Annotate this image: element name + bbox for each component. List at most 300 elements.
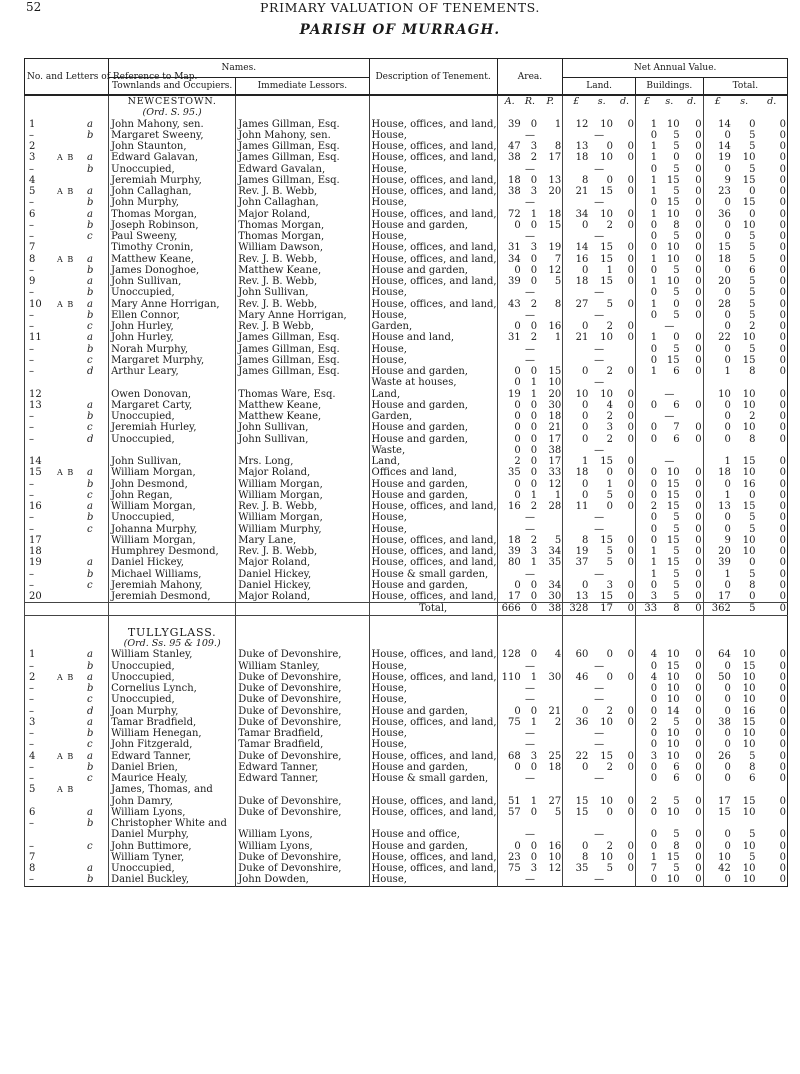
total-value-part: 0 — [779, 806, 786, 818]
reference-number: 12 — [29, 388, 42, 400]
total-value-part: 2 — [749, 321, 756, 333]
total-value-part: 10 — [742, 874, 756, 886]
buildings-value-part: 6 — [673, 761, 680, 773]
empty-cell — [563, 627, 590, 638]
occupier-name: William Morgan, — [109, 535, 236, 546]
land-value-part: 0 — [627, 219, 635, 231]
buildings-value-part: 0 — [695, 829, 702, 841]
total-value-part: 10 — [742, 806, 756, 818]
land-value-part: 0 — [627, 208, 635, 220]
empty-cell — [703, 107, 732, 118]
reference-letter: a — [87, 399, 93, 411]
map-reference — [25, 164, 87, 175]
area-part: 0 — [497, 220, 522, 231]
total-value-part: 10 — [742, 399, 756, 411]
area-part — [497, 818, 522, 829]
buildings-value-part: 6 — [673, 399, 680, 411]
map-reference — [25, 490, 87, 501]
area-part: 16 — [548, 840, 562, 852]
reference-letter: b — [87, 163, 94, 175]
reference-letter: a — [87, 208, 93, 220]
empty-cell — [563, 638, 590, 649]
empty-cell — [86, 107, 109, 118]
buildings-value-part: 15 — [666, 534, 680, 546]
table-row — [25, 829, 788, 840]
land-value-part: 19 — [563, 546, 590, 557]
tenement-description: Waste at houses, — [369, 377, 497, 388]
area-part: 39 — [497, 276, 522, 287]
empty-cell — [497, 107, 522, 118]
area-part: 19 — [548, 242, 562, 254]
lessor-name: Edward Tanner, — [236, 773, 369, 784]
area-part — [497, 784, 522, 795]
reference-letter — [86, 535, 109, 546]
occupier-name: Norah Murphy, — [109, 344, 236, 355]
reference-letter: d — [87, 366, 94, 378]
land-value-part: 1 — [606, 478, 613, 490]
occupier-name: John Desmond, — [109, 479, 236, 490]
total-value-part: 0 — [779, 660, 786, 672]
total-value-part: 0 — [779, 478, 786, 490]
buildings-value-part: 0 — [636, 344, 659, 355]
buildings-value-part: 1 — [636, 119, 659, 130]
total-value-part: 0 — [749, 208, 756, 220]
total-value-part: 10 — [742, 671, 756, 683]
occupier-name: John Buttimore, — [109, 841, 236, 852]
area-part: 34 — [548, 546, 562, 558]
total-value-part: 0 — [779, 705, 786, 717]
land-value-part: 0 — [627, 489, 635, 501]
ordnance-row — [25, 638, 788, 649]
land-value-part: 0 — [627, 534, 635, 546]
land-value-part: 37 — [563, 557, 590, 568]
reference-number: – — [29, 264, 34, 276]
reference-letter — [86, 242, 109, 253]
area-part: 2 — [554, 716, 562, 728]
tenement-description: House, offices, and land, — [369, 591, 497, 603]
total-value-part: 28 — [703, 299, 732, 310]
area-part: 38 — [548, 444, 562, 456]
occupier-name: John Regan, — [109, 490, 236, 501]
land-value-part — [563, 784, 590, 795]
total-value-part: 5 — [749, 512, 756, 524]
empty-cell — [589, 638, 614, 649]
total-value-part: 50 — [703, 672, 732, 683]
tenement-description: House, — [369, 524, 497, 535]
empty-cell — [25, 107, 87, 118]
buildings-value-part: 7 — [636, 863, 659, 874]
area-part: 10 — [548, 377, 562, 389]
reference-number: 8 — [29, 253, 36, 265]
lessor-name: Rev. J. B. Webb, — [236, 276, 369, 287]
area-part: 7 — [554, 253, 562, 265]
buildings-value-part: 0 — [695, 546, 702, 558]
buildings-value-part — [636, 818, 659, 829]
buildings-value-part: 5 — [673, 863, 680, 875]
total-value-part: 17 — [703, 796, 732, 807]
area-part: 30 — [548, 591, 562, 603]
area-part: 0 — [497, 434, 522, 445]
tenement-description: House and garden, — [369, 490, 497, 501]
tenement-description: House, offices, and land, — [369, 672, 497, 683]
reference-letter: b — [87, 683, 94, 695]
total-value-part: 0 — [779, 649, 786, 661]
tenement-description: House, — [369, 130, 497, 141]
table-row — [25, 152, 788, 163]
land-value-value: — — [563, 164, 636, 175]
land-value-value: — — [563, 739, 636, 750]
table-row — [25, 287, 788, 298]
empty-cell — [538, 107, 563, 118]
map-reference — [25, 751, 87, 762]
table-row — [25, 164, 788, 175]
table-row — [25, 762, 788, 773]
area-part: 110 — [497, 672, 522, 683]
total-value-part: 14 — [703, 141, 732, 152]
buildings-value-part: 0 — [636, 874, 659, 886]
buildings-value-part: 0 — [636, 762, 659, 773]
buildings-value-part: 0 — [695, 433, 702, 445]
area-part: 43 — [497, 299, 522, 310]
total-value-part: 0 — [703, 524, 732, 535]
total-value-part: 0 — [779, 287, 786, 299]
area-part: 3 — [530, 863, 538, 875]
total-value-part — [703, 818, 732, 829]
tenement-description: Offices and land, — [369, 467, 497, 478]
land-value-part — [563, 818, 590, 829]
total-value-part: 42 — [703, 863, 732, 874]
area-part: 0 — [530, 579, 538, 591]
occupier-name: Unoccupied, — [109, 863, 236, 874]
lessor-name: James Gillman, Esq. — [236, 355, 369, 366]
tenement-description: House, offices, and land, — [369, 717, 497, 728]
total-value-part — [732, 784, 757, 795]
lessor-name: William Morgan, — [236, 512, 369, 523]
lessor-name: William Lyons, — [236, 829, 369, 840]
buildings-value-part: 0 — [636, 524, 659, 535]
land-value-part: 18 — [563, 152, 590, 163]
buildings-value-part: 10 — [666, 728, 680, 740]
spacer-row — [25, 615, 788, 627]
empty-cell — [369, 615, 497, 627]
buildings-value-part: 2 — [636, 796, 659, 807]
land-value-value: — — [563, 661, 636, 672]
buildings-value-part: 0 — [695, 851, 702, 863]
reference-letter: b — [87, 818, 94, 830]
total-land-part: 17 — [589, 603, 614, 615]
total-total-part: 5 — [732, 603, 757, 615]
total-value-part: 0 — [779, 399, 786, 411]
money-unit: s. — [597, 96, 606, 108]
occupier-name: James Donoghoe, — [109, 265, 236, 276]
occupier-name: William Stanley, — [109, 649, 236, 660]
lessor-name: James Gillman, Esq. — [236, 175, 369, 186]
buildings-value-part: 1 — [636, 852, 659, 863]
total-value-part: 0 — [703, 422, 732, 433]
empty-cell — [732, 107, 757, 118]
area-unit: A. — [497, 95, 522, 107]
area-part: 16 — [548, 321, 562, 333]
map-reference — [25, 557, 87, 568]
buildings-value-part: 5 — [673, 309, 680, 321]
lessor-name — [236, 818, 369, 829]
reference-number: 20 — [29, 591, 42, 603]
land-value-value: — — [563, 355, 636, 366]
buildings-value-part: 0 — [673, 152, 680, 164]
land-value-part: 10 — [563, 389, 590, 400]
area-part: 0 — [497, 411, 522, 422]
buildings-value-part: 5 — [673, 546, 680, 558]
total-value-part: 0 — [779, 829, 786, 841]
total-row — [25, 603, 788, 615]
tenement-description: Garden, — [369, 321, 497, 332]
tenement-description: House and garden, — [369, 422, 497, 433]
tenement-description: House, offices, and land, — [369, 152, 497, 163]
total-value-part: 0 — [779, 388, 786, 400]
table-row — [25, 524, 788, 535]
occupier-name: Johanna Murphy, — [109, 524, 236, 535]
area-part: 0 — [497, 706, 522, 717]
total-value-part: 0 — [703, 479, 732, 490]
map-reference — [25, 672, 87, 683]
empty-cell — [636, 638, 659, 649]
area-part: 13 — [548, 174, 562, 186]
reference-number: 2 — [29, 141, 36, 153]
total-value-part: 0 — [703, 841, 732, 852]
reference-letter: c — [87, 489, 93, 501]
total-value-part: 38 — [703, 717, 732, 728]
reference-number: – — [29, 197, 34, 209]
total-value-part: 5 — [749, 141, 756, 153]
reference-letter: c — [87, 422, 93, 434]
land-value-part: 0 — [627, 276, 635, 288]
reference-letter: b — [87, 197, 94, 209]
total-value-part: 0 — [779, 276, 786, 288]
buildings-value-part: 0 — [695, 208, 702, 220]
total-value-part: 9 — [703, 535, 732, 546]
reference-number: – — [29, 728, 34, 740]
buildings-value-part: 5 — [673, 343, 680, 355]
tenement-description: Land, — [369, 389, 497, 400]
total-value-part: 0 — [779, 489, 786, 501]
area-part: 0 — [497, 580, 522, 591]
area-part: 39 — [497, 546, 522, 557]
tenement-description: House, offices, and land, — [369, 863, 497, 874]
lessor-name: Daniel Hickey, — [236, 569, 369, 580]
buildings-value-part: 5 — [673, 795, 680, 807]
lessor-name: Daniel Hickey, — [236, 580, 369, 591]
empty-cell — [369, 638, 497, 649]
land-value-part: 10 — [600, 152, 613, 164]
land-value-part: 0 — [627, 366, 635, 378]
empty-cell — [756, 615, 787, 627]
total-value-part: 36 — [703, 209, 732, 220]
map-reference — [25, 717, 87, 728]
area-part: 3 — [530, 546, 538, 558]
reference-letter: c — [87, 321, 93, 333]
reference-number: – — [29, 489, 34, 501]
lessor-name: James Gillman, Esq. — [236, 141, 369, 152]
table-row — [25, 591, 788, 603]
tenement-description: Waste, — [369, 445, 497, 456]
total-land-part: 0 — [614, 603, 636, 615]
land-value-part: 10 — [600, 851, 613, 863]
total-value-part: 6 — [749, 773, 756, 785]
tenement-description: House, offices, and land, — [369, 649, 497, 660]
table-row — [25, 706, 788, 717]
reference-subdivision: A B — [57, 468, 75, 478]
tenement-description: House, offices, and land, — [369, 557, 497, 568]
land-value-part: 5 — [606, 298, 613, 310]
empty-cell — [732, 638, 757, 649]
land-value-part: 1 — [606, 264, 613, 276]
table-row — [25, 467, 788, 478]
map-reference — [25, 841, 87, 852]
land-value-part: 0 — [627, 388, 635, 400]
reference-number: 18 — [29, 546, 42, 558]
buildings-value-part: 0 — [636, 706, 659, 717]
reference-number: – — [29, 739, 34, 751]
land-value-value: — — [563, 287, 636, 298]
empty-cell — [614, 638, 636, 649]
header-land: Land. — [563, 78, 636, 96]
occupier-name: William Lyons, — [109, 807, 236, 818]
map-reference — [25, 535, 87, 546]
map-reference — [25, 784, 87, 795]
map-reference — [25, 332, 87, 343]
tenement-description: House and garden, — [369, 706, 497, 717]
land-value-part: 35 — [563, 863, 590, 874]
buildings-value-part: 0 — [636, 580, 659, 591]
total-value-part: 10 — [742, 694, 756, 706]
map-reference — [25, 694, 87, 705]
occupier-name: William Henegan, — [109, 728, 236, 739]
buildings-value-part: 3 — [636, 591, 659, 603]
total-value-part: 0 — [779, 456, 786, 468]
area-part: 0 — [530, 478, 538, 490]
reference-number: – — [29, 366, 34, 378]
land-value-part: 0 — [627, 716, 635, 728]
lessor-name: Major Roland, — [236, 591, 369, 603]
reference-number: – — [29, 512, 34, 524]
lessor-name: Edward Tanner, — [236, 762, 369, 773]
buildings-value-part: 0 — [636, 661, 659, 672]
land-value-part: 0 — [627, 242, 635, 254]
reference-letter: a — [87, 863, 93, 875]
buildings-value-part: 0 — [695, 534, 702, 546]
reference-number: – — [29, 773, 34, 785]
buildings-value-part: 0 — [636, 728, 659, 739]
reference-letter — [86, 389, 109, 400]
total-value-part: 0 — [703, 694, 732, 705]
buildings-value-part — [636, 377, 659, 388]
reference-letter: c — [87, 523, 93, 535]
total-value-part: 5 — [749, 298, 756, 310]
empty-cell — [497, 638, 522, 649]
land-value-part: 15 — [600, 253, 613, 265]
map-reference — [25, 852, 87, 863]
total-value-part: 10 — [742, 863, 756, 875]
townland-name: NEWCESTOWN. — [109, 95, 236, 107]
land-value-part: 2 — [606, 321, 613, 333]
buildings-value-part: 15 — [666, 660, 680, 672]
buildings-value-part — [658, 377, 681, 388]
land-value-value: — — [563, 524, 636, 535]
table-row — [25, 683, 788, 694]
buildings-value-part: 5 — [673, 163, 680, 175]
total-value-part: 0 — [779, 208, 786, 220]
buildings-value-part: 5 — [673, 579, 680, 591]
total-value-part: 0 — [779, 851, 786, 863]
total-value-part: 0 — [749, 591, 756, 603]
buildings-value-value: — — [636, 456, 704, 467]
empty-cell — [658, 107, 681, 118]
land-value-part: 60 — [563, 649, 590, 660]
reference-number: – — [29, 840, 34, 852]
tenement-description: House, — [369, 310, 497, 321]
total-value-part: 13 — [703, 501, 732, 512]
empty-cell — [86, 638, 109, 649]
total-value-part: 0 — [703, 287, 732, 298]
tenement-description: Garden, — [369, 411, 497, 422]
area-value: — — [497, 287, 563, 298]
occupier-name: Paul Sweeny, — [109, 231, 236, 242]
tenement-description: Land, — [369, 456, 497, 467]
reference-letter: b — [87, 264, 94, 276]
buildings-value-part: 10 — [666, 118, 680, 130]
map-reference — [25, 344, 87, 355]
reference-letter: a — [87, 716, 93, 728]
map-reference — [25, 197, 87, 208]
area-part — [522, 818, 538, 829]
land-value-part: 5 — [606, 557, 613, 569]
map-reference — [25, 299, 87, 310]
empty-cell — [25, 95, 87, 107]
total-value-part: 0 — [779, 298, 786, 310]
table-row — [25, 841, 788, 852]
area-part: 1 — [530, 795, 538, 807]
buildings-value-part: 10 — [666, 253, 680, 265]
map-reference — [25, 175, 87, 186]
total-value-part: 0 — [779, 433, 786, 445]
lessor-name: Mrs. Long, — [236, 456, 369, 467]
area-part: 12 — [548, 478, 562, 490]
occupier-name: John Fitzgerald, — [109, 739, 236, 750]
tenement-description: House, — [369, 728, 497, 739]
total-value-part: 0 — [779, 501, 786, 513]
area-part: 0 — [530, 806, 538, 818]
lessor-name: William Stanley, — [236, 661, 369, 672]
reference-subdivision: A B — [57, 785, 75, 795]
total-value-part: 15 — [742, 174, 756, 186]
lessor-name: James Gillman, Esq. — [236, 332, 369, 343]
occupier-name: Mary Anne Horrigan, — [109, 299, 236, 310]
area-part: 38 — [497, 186, 522, 197]
buildings-value-part: 10 — [666, 739, 680, 751]
lessor-name: Mary Lane, — [236, 535, 369, 546]
occupier-name: Jeremiah Desmond, — [109, 591, 236, 603]
reference-letter: a — [87, 557, 93, 569]
land-value-part: 0 — [627, 557, 635, 569]
land-value-part: 0 — [627, 264, 635, 276]
land-value-part: 5 — [606, 546, 613, 558]
map-reference — [25, 186, 87, 197]
table-row — [25, 265, 788, 276]
total-value-part: 0 — [779, 557, 786, 569]
map-reference — [25, 512, 87, 523]
reference-number: 5 — [29, 784, 36, 796]
table-body — [25, 95, 788, 886]
